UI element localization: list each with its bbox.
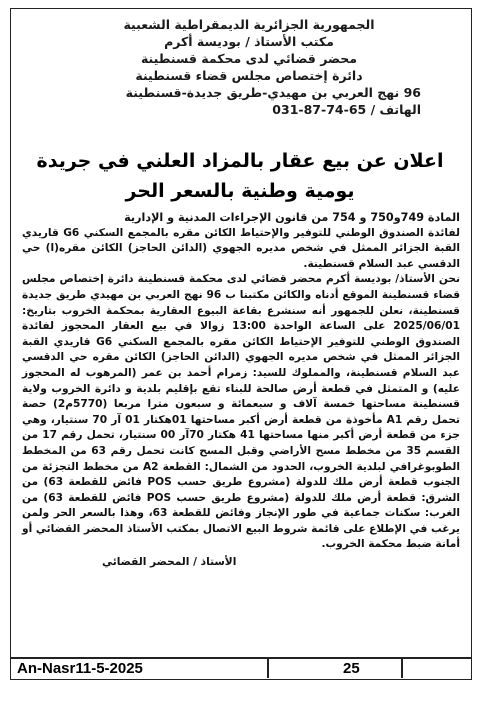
letterhead-line-jurisdiction: دائرة إختصاص مجلس قضاء قسنطينة <box>135 68 363 83</box>
footer-bar <box>10 658 472 680</box>
footer-divider <box>267 659 269 678</box>
page-number: 25 <box>343 660 360 677</box>
letterhead-line-republic: الجمهورية الجزائرية الديمقراطية الشعبية <box>123 17 375 32</box>
letterhead <box>39 16 459 118</box>
footer-divider-right <box>401 659 403 678</box>
law-reference: المادة 749و750 و 754 من قانون الإجراءات المدنية و الإدارية <box>124 211 460 224</box>
creditor-paragraph: لفائدة الصندوق الوطني للتوفير والإحتياط الكائن مقره بالمجمع السكني G6 قاريدي القبة الجزائر الممثل في شخص مديره الجهوي (الدائن الحاجز) الكائن مقره(ا) حي الدقسي عبد السلام قسنطينة. <box>22 226 460 270</box>
letterhead-line-address: 96 نهج العربي بن مهيدي-طريق جديدة-قسنطينة <box>125 85 421 100</box>
publication-date: An-Nasr11-5-2025 <box>17 660 143 677</box>
letterhead-line-bailiff: محضر قضائي لدى محكمة قسنطينة <box>140 51 358 66</box>
announcement-title: اعلان عن بيع عقار بالمزاد العلني في جريدة يومية وطنية بالسعر الحر <box>36 150 444 202</box>
letterhead-line-office: مكتب الأستاذ / بوديسة أكرم <box>164 34 334 49</box>
announcement-body <box>22 210 460 571</box>
letterhead-line-phone: الهاتف / 65-74-87-031 <box>272 102 421 117</box>
signature: الأستاذ / المحضر القضائي <box>102 556 237 569</box>
sale-details-paragraph: نحن الأستاذ/ بوديسة أكرم محضر قضائي لدى محكمة قسنطينة دائرة إختصاص مجلس قضاء قسنطينة الموقع أدناه والكائن مكتبنا ب 96 نهج العربي بن مهيدي طريق جديدة قسنطينة، نعلن للجمهور أنه سنشرع بقاعة البيوع العقارية بمحكمة الخروب بتاريخ: 2025/06/01 على الساعة الواحدة 13:00 زوالا في بيع العقار المحجوز لفائدة الصندوق الوطني للتوفير الإحتياط الكائن مقره بالمجمع السكني G6 قاريدي القبة الجزائر الممثل في شخص مديره الجهوي (الدائن الحاجز) الكائن مقره حي الدقسي عبد السلام قسنطينة، والمملوك للسيد: زمرام أحمد بن عمر (المرهوب له المحجوز عليه) و المتمثل في قطعة أرض صالحة للبناء تقع بإقليم بلدية و دائرة الخروب ولاية قسنطينة مساحتها خمسة آلاف و سبعمائة و سبعون مترا مربعا (5770م2) حصة تحمل رقم A1 مأخوذة من قطعة أرض أكبر مساحتها 01هكتار 01 آر 70 سنتيار، وهي جزء من قطعة أرض أكبر منها مساحتها 41 هكتار 70آر 00 سنتيار، تحمل رقم 17 من القسم 35 من مخطط مسح الأراضي وقبل المسح كانت تحمل رقم 63 من المخطط الطوبوغرافي لبلدية الخروب، الحدود من الشمال: القطعة A2 من مخطط التجزئة من الجنوب قطعة أرض ملك للدولة (مشروع طريق حسب POS فائض للقطعة 63) من الشرق: قطعة أرض ملك للدولة (مشروع طريق حسب POS فائض للقطعة 63) من الغرب: سكنات جماعية في طور الإنجاز وفائض للقطعة 63، وهذا بالسعر الحر ولمن يرغب في الإطلاع على قائمة شروط البيع الاتصال بمكتب الأستاذ المحضر القضائي أو أمانة ضبط محكمة الخروب. <box>22 273 461 551</box>
